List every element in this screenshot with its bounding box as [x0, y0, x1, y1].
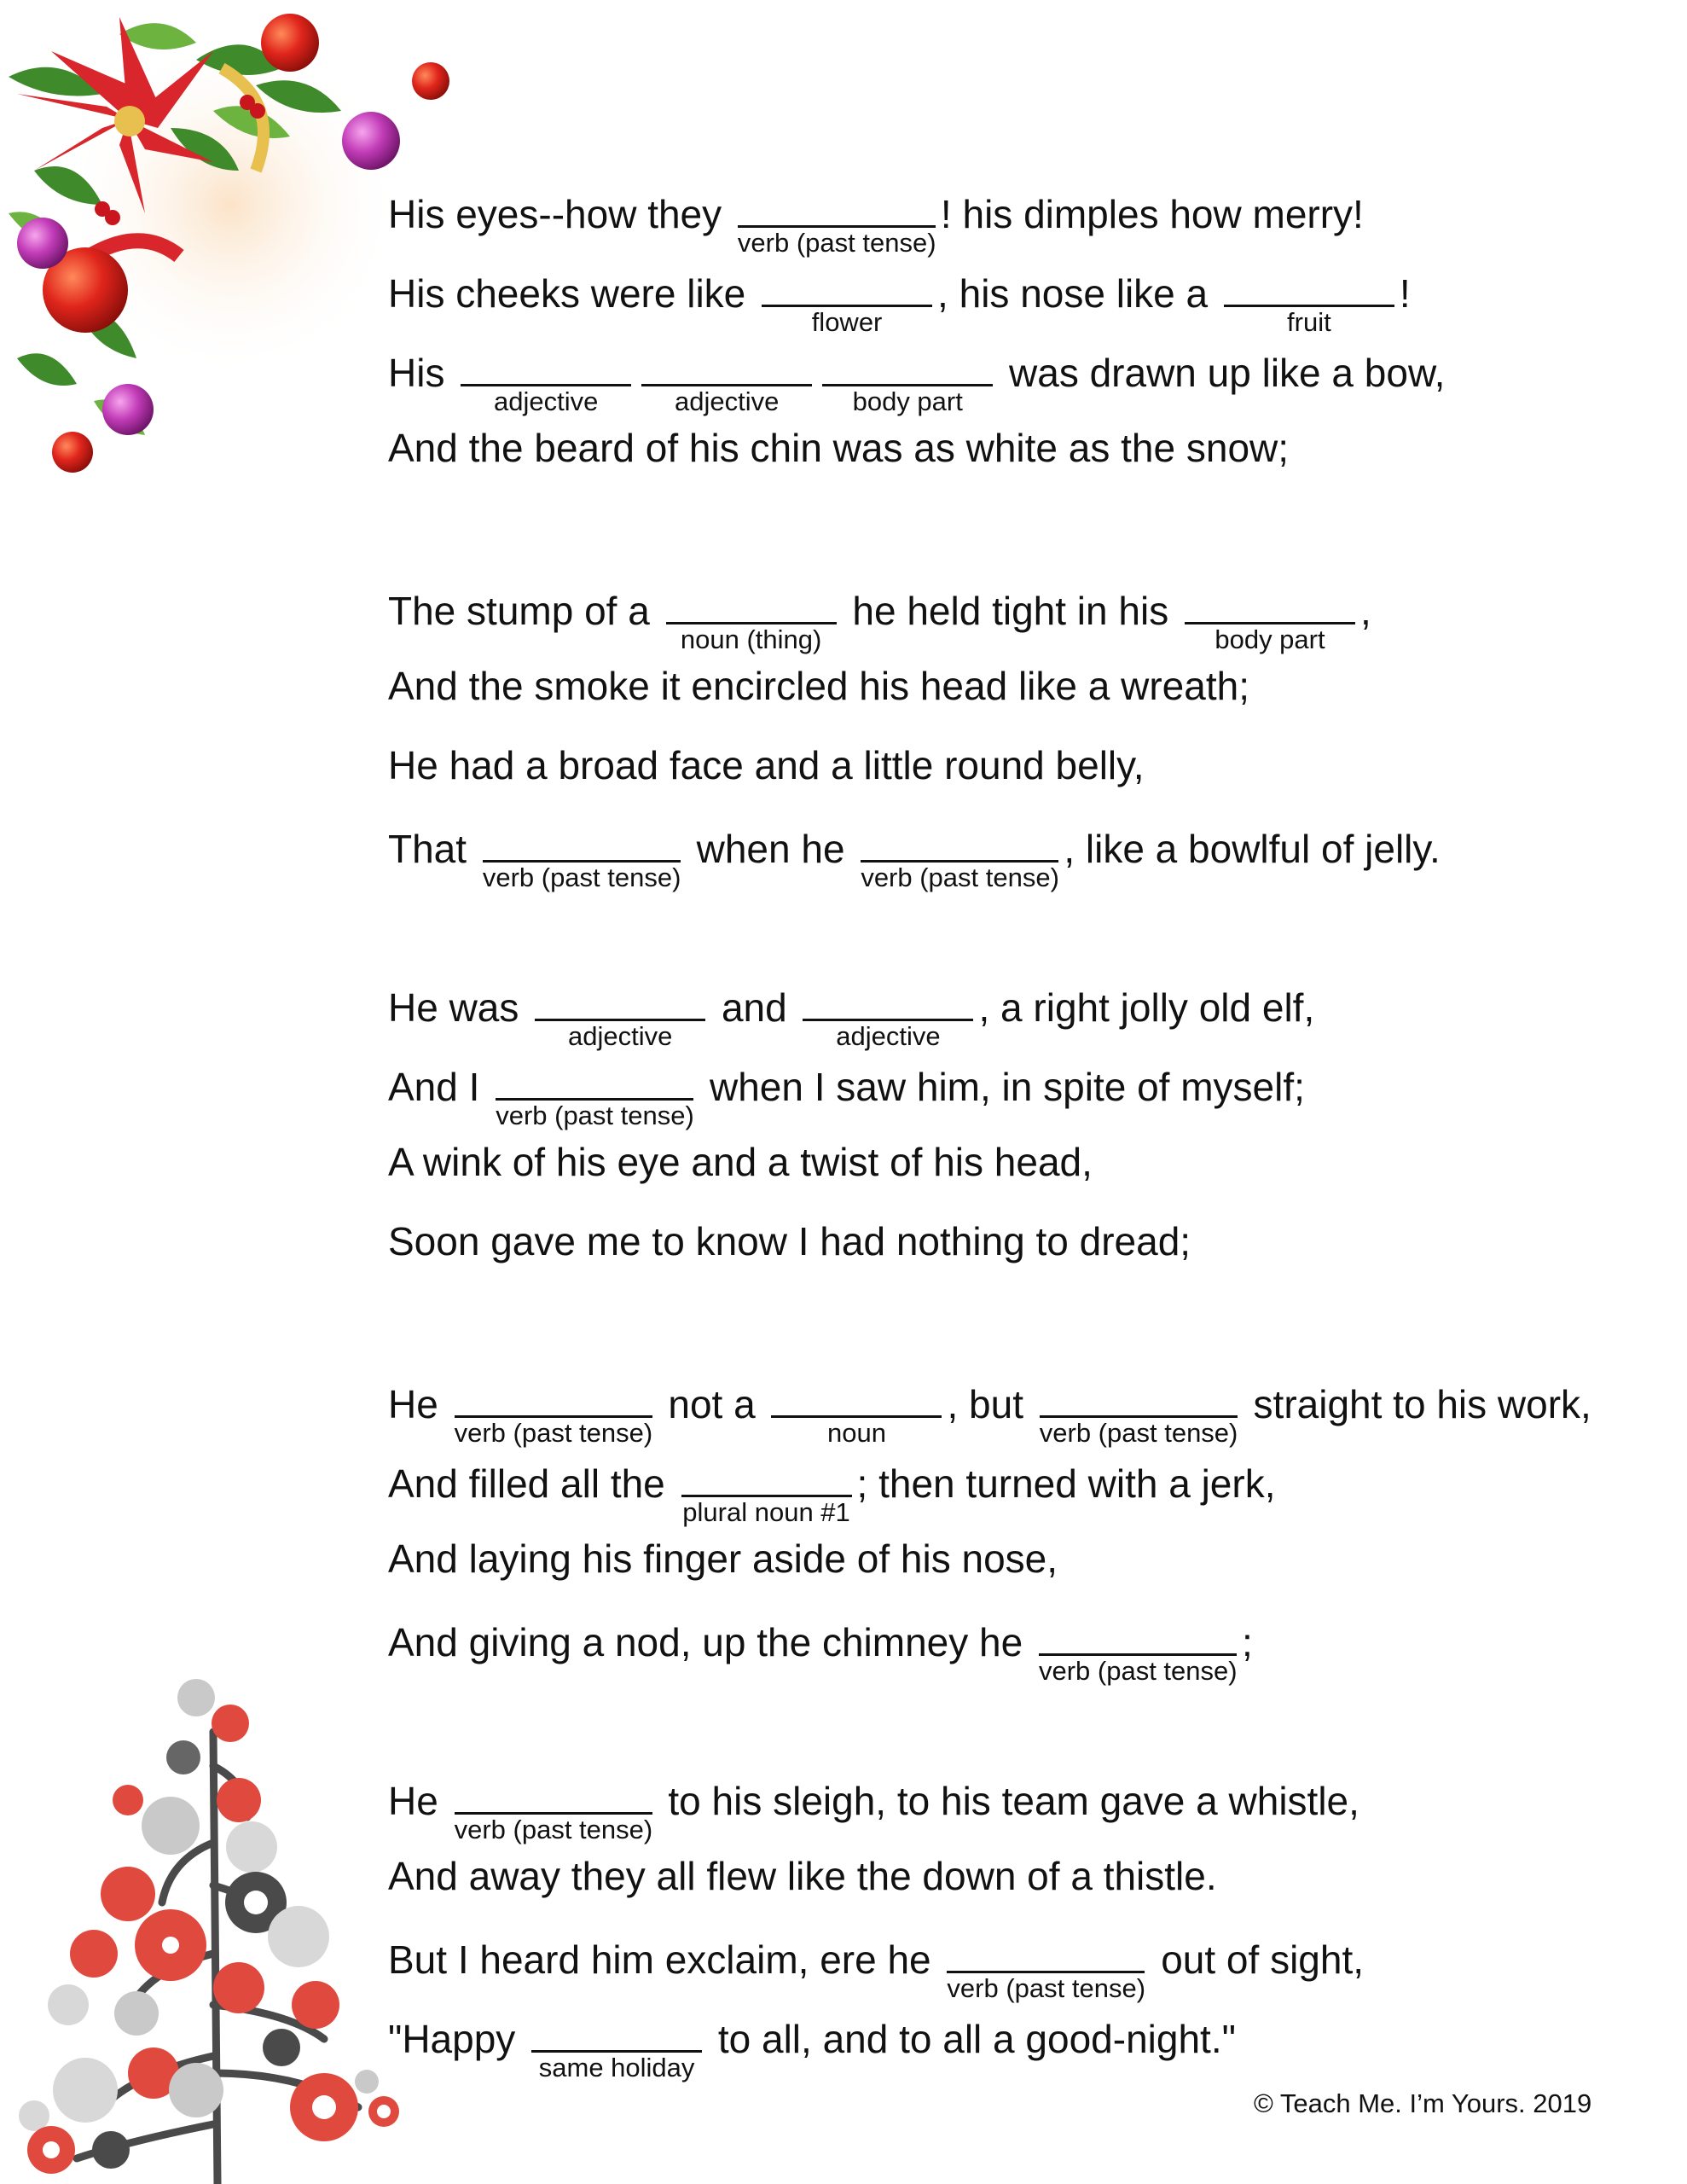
fill-in-blank[interactable]	[737, 186, 936, 258]
poem-text-segment: to his sleigh, to his team gave a whistle,	[657, 1779, 1359, 1823]
poem-text-segment: Soon gave me to know I had nothing to dread;	[388, 1219, 1191, 1263]
poem-line	[388, 424, 1289, 472]
poem-text-segment: , a right jolly old elf,	[978, 985, 1315, 1030]
fill-in-blank[interactable]	[1224, 265, 1394, 337]
word-type-hint: body part	[1215, 624, 1325, 654]
poem-line	[388, 1614, 1253, 1686]
poem-text-segment: But I heard him exclaim, ere he	[388, 1937, 942, 1982]
poem-text-segment: His cheeks were like	[388, 271, 757, 316]
poem-text-segment: His	[388, 351, 456, 395]
fill-in-blank[interactable]	[1039, 1376, 1238, 1448]
poem-text-segment: and	[710, 985, 798, 1030]
poem-text-segment: "Happy	[388, 2017, 527, 2061]
poem-text-segment: was drawn up like a bow,	[998, 351, 1446, 395]
fill-in-blank[interactable]	[681, 1455, 852, 1527]
poem-text-segment: And the smoke it encircled his head like a wreath;	[388, 664, 1249, 708]
word-type-hint: plural noun #1	[682, 1497, 850, 1527]
fill-in-blank[interactable]	[861, 821, 1059, 892]
poem-text-segment: , like a bowlful of jelly.	[1064, 827, 1441, 871]
poem-line	[388, 1931, 1365, 2003]
poem-text-segment: And laying his finger aside of his nose,	[388, 1536, 1058, 1581]
poem-text-segment: A wink of his eye and a twist of his head,	[388, 1140, 1093, 1184]
poem-text-segment: to all, and to all a good-night."	[707, 2017, 1236, 2061]
poem-text-segment: The stump of a	[388, 589, 661, 633]
ornament-tree-decoration	[0, 1647, 426, 2184]
word-type-hint: flower	[811, 307, 883, 337]
word-type-hint: adjective	[494, 386, 599, 416]
fill-in-blank[interactable]	[531, 2011, 702, 2082]
word-type-hint: verb (past tense)	[454, 1815, 653, 1844]
poem-line	[388, 979, 1315, 1051]
word-type-hint: body part	[852, 386, 963, 416]
poem-line	[388, 662, 1249, 710]
word-type-hint: verb (past tense)	[1038, 1656, 1238, 1686]
fill-in-blank[interactable]	[1185, 583, 1355, 654]
fill-in-blank[interactable]	[482, 821, 681, 892]
poem-text-segment: And filled all the	[388, 1461, 676, 1506]
poem-text-segment: That	[388, 827, 478, 871]
poem-text-segment: And away they all flew like the down of a thistle.	[388, 1854, 1217, 1898]
word-type-hint: noun (thing)	[680, 624, 822, 654]
poem-line	[388, 265, 1411, 337]
fill-in-blank[interactable]	[771, 1376, 942, 1448]
poem-line	[388, 741, 1145, 789]
poem-text-segment: And I	[388, 1065, 491, 1109]
poem-text-segment: He	[388, 1779, 449, 1823]
fill-in-blank[interactable]	[803, 979, 973, 1051]
word-type-hint: fruit	[1287, 307, 1331, 337]
poem-line	[388, 1059, 1305, 1130]
poem-line	[388, 583, 1371, 654]
poem-text-segment: He was	[388, 985, 530, 1030]
word-type-hint: verb (past tense)	[947, 1973, 1146, 2003]
poem-line	[388, 1217, 1191, 1265]
poem-text-segment: His eyes--how they	[388, 192, 733, 236]
word-type-hint: verb (past tense)	[1039, 1418, 1238, 1448]
word-type-hint: verb (past tense)	[861, 863, 1059, 892]
poem-text-segment: , but	[947, 1382, 1035, 1426]
poem-text-segment: !	[1399, 271, 1411, 316]
fill-in-blank[interactable]	[535, 979, 705, 1051]
word-type-hint: adjective	[836, 1021, 941, 1051]
poem-line	[388, 1376, 1591, 1448]
poem-text-segment: And the beard of his chin was as white as the snow;	[388, 426, 1290, 470]
poem-text-segment: ;	[1241, 1620, 1253, 1664]
poem-text-segment: straight to his work,	[1242, 1382, 1591, 1426]
poem-text-segment: when he	[685, 827, 856, 871]
poem-line	[388, 186, 1364, 258]
poem-text-segment: ! his dimples how merry!	[940, 192, 1364, 236]
word-type-hint: verb (past tense)	[454, 1418, 653, 1448]
fill-in-blank[interactable]	[822, 345, 993, 416]
fill-in-blank[interactable]	[641, 345, 812, 416]
poem-line	[388, 345, 1446, 416]
poem-text-segment: ; then turned with a jerk,	[856, 1461, 1276, 1506]
poem-line	[388, 1138, 1093, 1186]
word-type-hint: same holiday	[538, 2053, 695, 2082]
copyright-notice: © Teach Me. I’m Yours. 2019	[1254, 2088, 1592, 2118]
word-type-hint: verb (past tense)	[482, 863, 681, 892]
poem-text-segment: And giving a nod, up the chimney he	[388, 1620, 1034, 1664]
word-type-hint: adjective	[675, 386, 780, 416]
poem-text-segment: ,	[1359, 589, 1371, 633]
poem-text-segment: he held tight in his	[841, 589, 1180, 633]
poem-line	[388, 821, 1441, 892]
poem-text-segment: not a	[657, 1382, 767, 1426]
poem-line	[388, 1455, 1276, 1527]
poem-text-segment: He	[388, 1382, 449, 1426]
fill-in-blank[interactable]	[1038, 1614, 1238, 1686]
fill-in-blank[interactable]	[762, 265, 932, 337]
word-type-hint: adjective	[567, 1021, 673, 1051]
fill-in-blank[interactable]	[947, 1931, 1146, 2003]
poem-line	[388, 1535, 1058, 1583]
word-type-hint: verb (past tense)	[496, 1101, 694, 1130]
fill-in-blank[interactable]	[496, 1059, 694, 1130]
poem-line	[388, 1773, 1359, 1844]
poem-text-segment: out of sight,	[1150, 1937, 1365, 1982]
poinsettia-garland-decoration	[0, 0, 478, 478]
word-type-hint: verb (past tense)	[737, 228, 936, 258]
fill-in-blank[interactable]	[666, 583, 837, 654]
poem-text-segment: He had a broad face and a little round belly,	[388, 743, 1145, 787]
fill-in-blank[interactable]	[454, 1376, 653, 1448]
fill-in-blank[interactable]	[454, 1773, 653, 1844]
fill-in-blank[interactable]	[461, 345, 631, 416]
poem-text-segment: when I saw him, in spite of myself;	[699, 1065, 1305, 1109]
poem-line	[388, 1852, 1217, 1900]
word-type-hint: noun	[826, 1418, 886, 1448]
poem-text-segment: , his nose like a	[937, 271, 1219, 316]
poem-line	[388, 2011, 1236, 2082]
